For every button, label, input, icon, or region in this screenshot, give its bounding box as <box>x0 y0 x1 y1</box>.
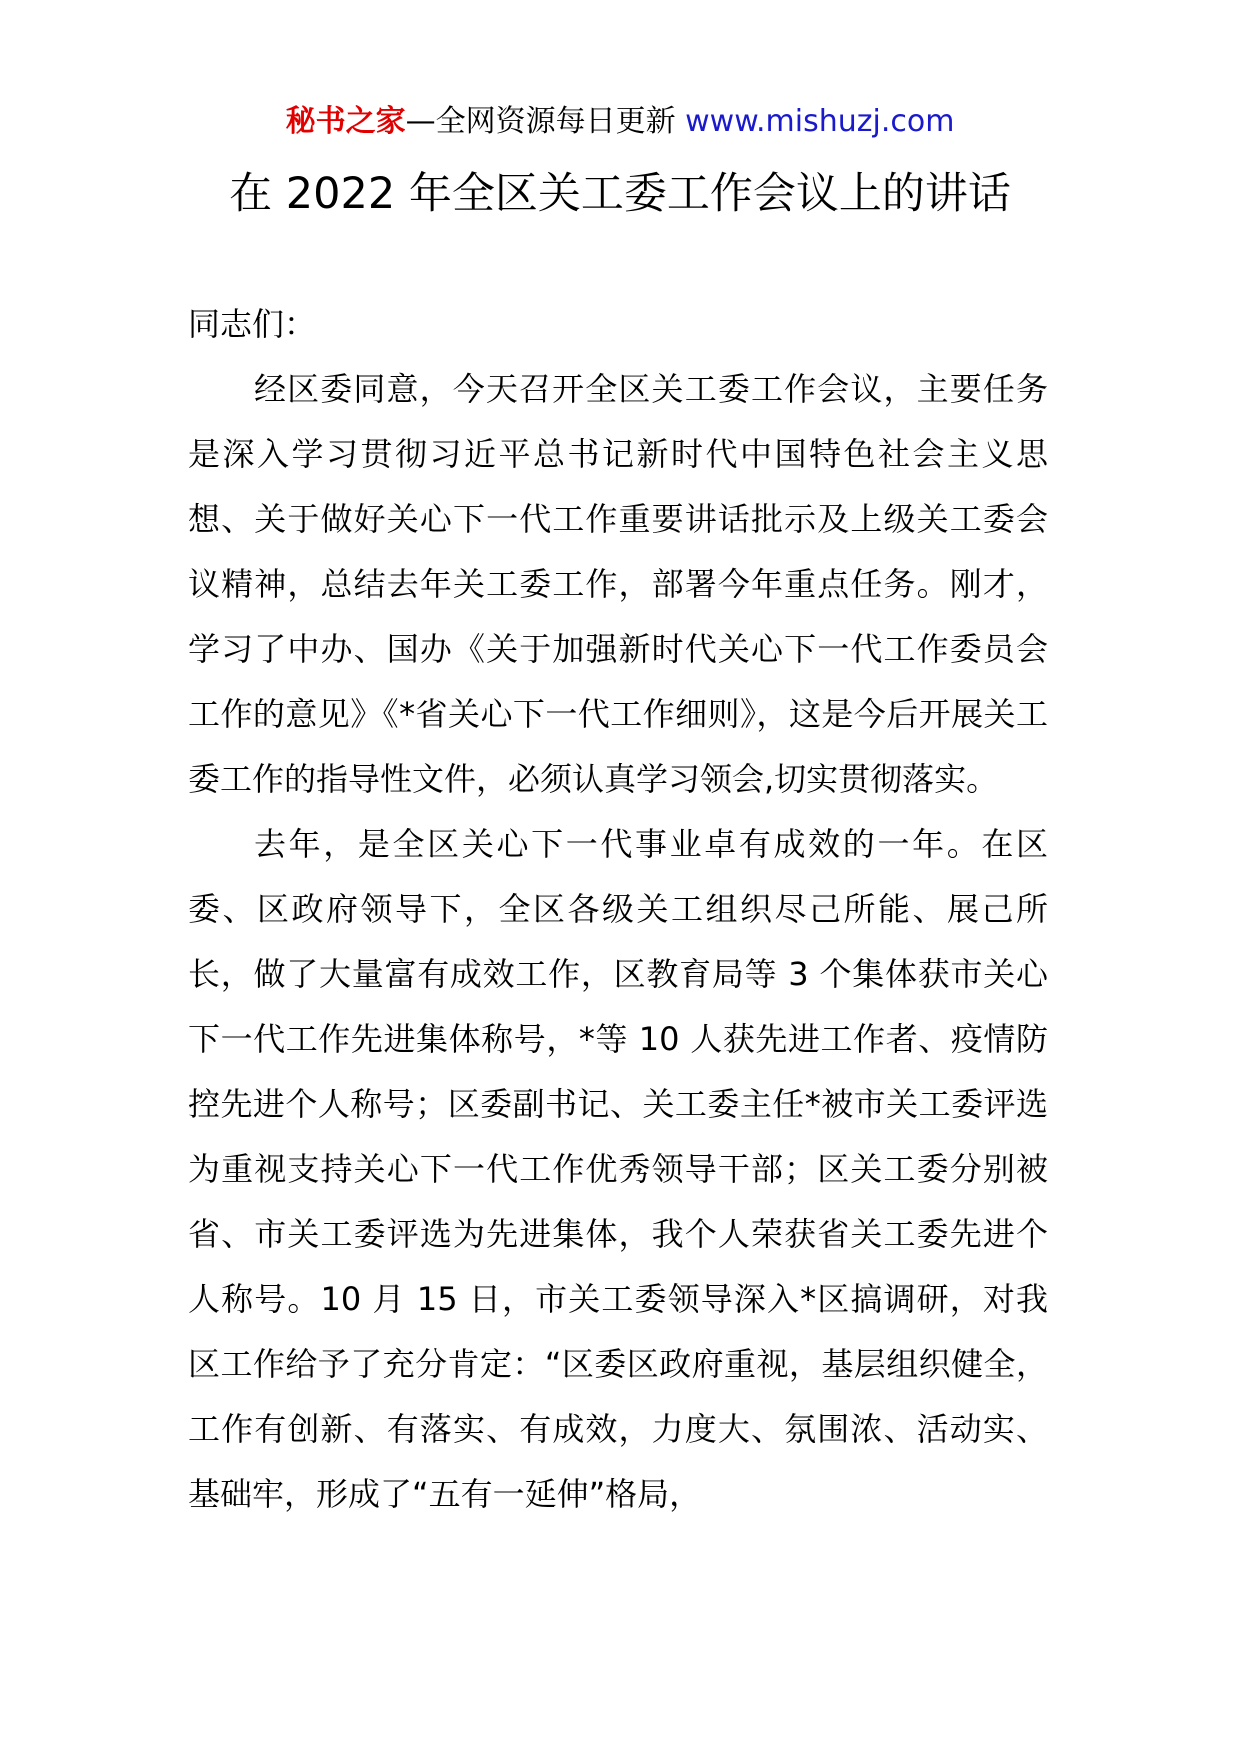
document-body <box>188 292 1048 1527</box>
paragraph: 经区委同意，今天召开全区关工委工作会议，主要任务是深入学习贯彻习近平总书记新时代中国特色社会主义思想、关于做好关心下一代工作重要讲话批示及上级关工委会议精神，总结去年关工委工作，部署今年重点任务。刚才，学习了中办、国办《关于加强新时代关心下一代工作委员会工作的意见》《*省关心下一代工作细则》，这是今后开展关工委工作的指导性文件，必须认真学习领会,切实贯彻落实。 <box>188 370 1048 798</box>
website-link[interactable]: www.mishuzj.com <box>685 104 955 139</box>
paragraph: 去年，是全区关心下一代事业卓有成效的一年。在区委、区政府领导下，全区各级关工组织尽己所能、展己所长，做了大量富有成效工作，区教育局等 3 个集体获市关心下一代工作先进集体称号，*等 10 人获先进工作者、疫情防控先进个人称号；区委副书记、关工委主任*被市关工委评选为重视支持关心下一代工作优秀领导干部；区关工委分别被省、市关工委评选为先进集体，我个人荣获省关工委先进个人称号。10 月 15 日，市关工委领导深入*区搞调研，对我区工作给予了充分肯定：“区委区政府重视，基层组织健全，工作有创新、有落实、有成效，力度大、氛围浓、活动实、基础牢，形成了“五有一延伸”格局， <box>188 825 1048 1513</box>
document-title: 在 2022 年全区关工委工作会议上的讲话 <box>229 169 1011 219</box>
header-banner <box>0 102 1240 142</box>
header-tagline: —全网资源每日更新 <box>405 104 676 139</box>
salutation: 同志们： <box>188 305 317 343</box>
brand-name: 秘书之家 <box>285 104 406 139</box>
